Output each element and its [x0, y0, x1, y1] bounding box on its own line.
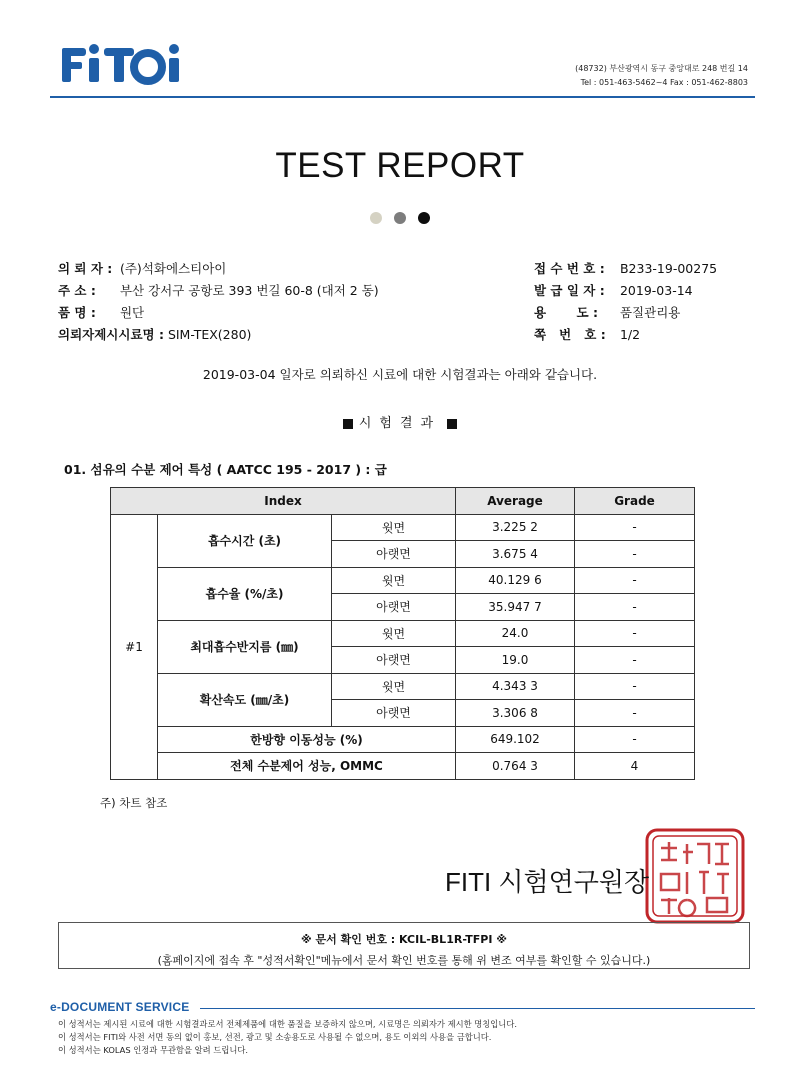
section-heading [0, 412, 800, 431]
table-header-row [111, 488, 695, 515]
grade-cell: 4 [575, 753, 695, 780]
director-signature: FITI 시험연구원장 [445, 867, 650, 897]
table-row [111, 620, 695, 647]
average-cell: 19.0 [456, 647, 575, 674]
grade-cell: - [575, 514, 695, 541]
info-issue-date [534, 281, 693, 299]
grade-cell: - [575, 541, 695, 568]
header-average: Average [456, 488, 575, 515]
info-client [58, 259, 226, 277]
average-cell: 40.129 6 [456, 567, 575, 594]
table-row [111, 673, 695, 700]
info-label: 의 뢰 자 : [58, 261, 113, 276]
side-cell: 윗면 [332, 673, 456, 700]
grade-cell: - [575, 647, 695, 674]
info-receipt-no [534, 259, 717, 277]
section-title: 시험결과 [358, 416, 442, 431]
grade-cell: - [575, 726, 695, 753]
side-cell: 아랫면 [332, 594, 456, 621]
header-address [575, 62, 748, 90]
info-sample-name [58, 325, 251, 343]
info-purpose [534, 303, 680, 321]
footer-line: 이 성적서는 제시된 시료에 대한 시험결과로서 전체제품에 대한 품질을 보증하지 않으며, 시료명은 의뢰자가 제시한 명칭입니다. [58, 1019, 517, 1029]
side-cell: 아랫면 [332, 541, 456, 568]
info-label: 쪽 번 호 : [534, 327, 606, 342]
info-value: 2019-03-14 [619, 283, 693, 298]
results-table [110, 487, 695, 780]
info-value: B233-19-00275 [619, 261, 718, 276]
dot-mid [394, 212, 406, 224]
table-row [111, 567, 695, 594]
side-cell: 윗면 [332, 620, 456, 647]
grade-cell: - [575, 567, 695, 594]
table-row [111, 753, 695, 780]
contact-line: Tel : 051-463-5462~4 Fax : 051-462-8803 [580, 78, 748, 87]
official-seal [643, 826, 747, 926]
property-name: 흡수시간 (초) [158, 514, 332, 567]
property-name: 흡수율 (%/초) [158, 567, 332, 620]
info-product [58, 303, 144, 321]
average-cell: 24.0 [456, 620, 575, 647]
table-row [111, 726, 695, 753]
square-bullet-icon [447, 419, 457, 429]
info-label: 의뢰자제시시료명 : [58, 327, 164, 342]
footer-line: 이 성적서는 KOLAS 인정과 무관함을 알려 드립니다. [58, 1045, 249, 1055]
intro-text: 2019-03-04 일자로 의뢰하신 시료에 대한 시험결과는 아래와 같습니다. [202, 367, 598, 382]
info-value: 품질관리용 [619, 305, 681, 320]
grade-cell: - [575, 594, 695, 621]
side-cell: 아랫면 [332, 647, 456, 674]
average-cell: 35.947 7 [456, 594, 575, 621]
info-value: 1/2 [619, 327, 641, 342]
average-cell: 3.306 8 [456, 700, 575, 727]
property-name: 확산속도 (㎜/초) [158, 673, 332, 726]
info-page-no [534, 325, 640, 343]
info-value: 부산 강서구 공항로 393 번길 60-8 (대저 2 동) [119, 283, 379, 298]
average-cell: 3.675 4 [456, 541, 575, 568]
average-cell: 0.764 3 [456, 753, 575, 780]
grade-cell: - [575, 673, 695, 700]
info-label: 주 소 : [58, 283, 96, 298]
dot-dark [418, 212, 430, 224]
average-cell: 4.343 3 [456, 673, 575, 700]
side-cell: 윗면 [332, 514, 456, 541]
info-value: 원단 [119, 305, 145, 320]
info-label: 품 명 : [58, 305, 96, 320]
fiti-logo [58, 40, 188, 86]
table-row [111, 514, 695, 541]
test-item-title: 01. 섬유의 수분 제어 특성 ( AATCC 195 - 2017 ) : 급 [64, 462, 387, 477]
side-cell: 윗면 [332, 567, 456, 594]
verification-number: ※ 문서 확인 번호 : KCIL-BL1R-TFPI ※ [301, 933, 507, 946]
header-divider [50, 96, 755, 98]
page-title: TEST REPORT [275, 146, 525, 185]
footer-divider [200, 1008, 755, 1009]
dot-light [370, 212, 382, 224]
grade-cell: - [575, 620, 695, 647]
info-label: 발 급 일 자 : [534, 283, 605, 298]
property-name: 최대흡수반지름 (㎜) [158, 620, 332, 673]
footer-line: 이 성적서는 FITI와 사전 서면 동의 없이 홍보, 선전, 광고 및 소송용도로 사용될 수 없으며, 용도 이외의 사용을 금합니다. [58, 1032, 492, 1042]
table-note: 주) 차트 참조 [100, 796, 168, 810]
grade-cell: - [575, 700, 695, 727]
property-name: 한방향 이동성능 (%) [158, 726, 456, 753]
average-cell: 3.225 2 [456, 514, 575, 541]
average-cell: 649.102 [456, 726, 575, 753]
verification-box [58, 922, 750, 969]
address-line: (48732) 부산광역시 동구 중앙대로 248 번길 14 [575, 64, 748, 73]
title-dots [370, 212, 430, 224]
property-name: 전체 수분제어 성능, OMMC [158, 753, 456, 780]
square-bullet-icon [343, 419, 353, 429]
info-label: 용 도 : [534, 305, 598, 320]
header-grade: Grade [575, 488, 695, 515]
info-value: (주)석화에스티아이 [119, 261, 227, 276]
verification-instructions: (홈페이지에 접속 후 "성적서확인"메뉴에서 문서 확인 번호를 통해 위 변조 여부를 확인할 수 있습니다.) [157, 954, 651, 967]
side-cell: 아랫면 [332, 700, 456, 727]
sample-id: #1 [111, 514, 158, 779]
info-value: SIM-TEX(280) [167, 327, 252, 342]
header-index: Index [111, 488, 456, 515]
info-address [58, 281, 379, 299]
edocument-service-label: e-DOCUMENT SERVICE [50, 1000, 190, 1014]
info-label: 접 수 번 호 : [534, 261, 605, 276]
